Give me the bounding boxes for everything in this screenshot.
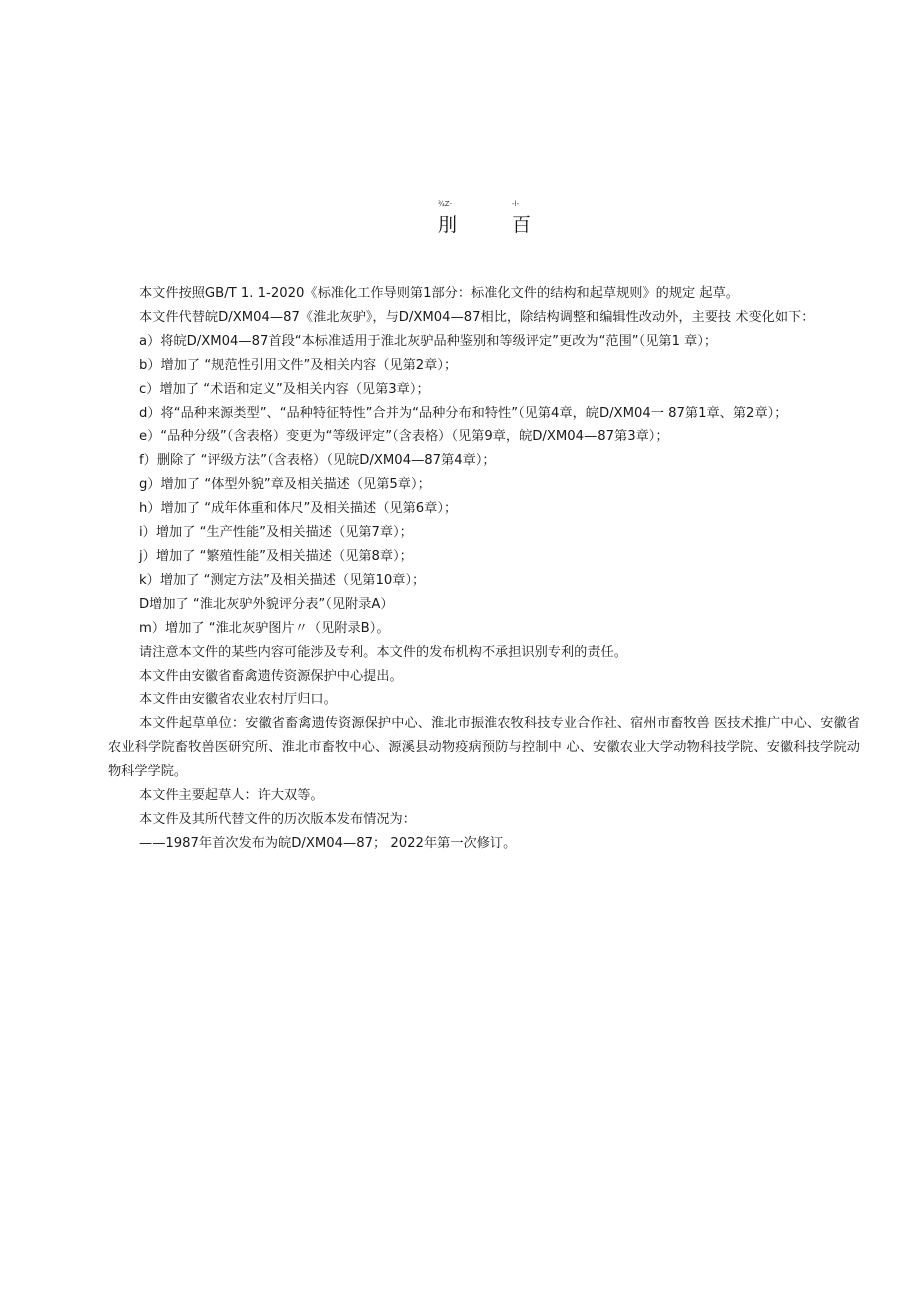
title-mark-left: ¾Z- <box>438 200 452 208</box>
list-item: D增加了 “淮北灰驴外貌评分表”（见附录A） <box>139 596 394 612</box>
paragraph: 本文件由安徽省农业农村厅归口。 <box>139 692 337 708</box>
list-item: b）增加了 “规范性引用文件”及相关内容（见第2章）； <box>139 357 458 373</box>
list-item: f）删除了 “评级方法”（含表格）（见皖D/XM04—87第4章）； <box>139 453 496 469</box>
list-item: k）增加了 “测定方法”及相关描述（见第10章）； <box>139 572 426 588</box>
paragraph: 本文件主要起草人：许大双等。 <box>139 788 324 804</box>
paragraph: 本文件代替皖D/XM04—87《淮北灰驴》，与D/XM04—87相比，除结构调整和编辑性改动外，主要技 术变化如下： <box>139 309 815 325</box>
list-item: d）将“品种来源类型”、“品种特征特性”合并为“品种分布和特性”（见第4章，皖D/XM04一 87第1章、第2章）； <box>139 405 788 421</box>
list-item: g）增加了 “体型外貌”章及相关描述（见第5章）； <box>139 477 431 493</box>
list-item: j）增加了 “繁殖性能”及相关描述（见第8章）； <box>139 548 413 564</box>
paragraph: 本文件按照GB/T 1. 1-2020《标准化工作导则第1部分：标准化文件的结构和起草规则》的规定 起草。 <box>139 286 739 301</box>
list-item: i）增加了 “生产性能”及相关描述（见第7章）； <box>139 525 413 541</box>
paragraph: ——1987年首次发布为皖D/XM04—87； 2022年第一次修订。 <box>139 835 517 851</box>
title-char-right: 百 <box>512 214 532 236</box>
list-item: c）增加了 “术语和定义”及相关内容（见第3章）； <box>139 381 430 397</box>
list-item: e）“品种分级”（含表格）变更为“等级评定”（含表格）（见第9章，皖D/XM04—87第3章）； <box>139 429 669 445</box>
paragraph: 本文件及其所代替文件的历次版本发布情况为： <box>139 811 416 827</box>
paragraph: 本文件由安徽省畜禽遗传资源保护中心提出。 <box>139 668 403 684</box>
title-mark-right: -l- <box>512 200 519 208</box>
paragraph: 请注意本文件的某些内容可能涉及专利。本文件的发布机构不承担识别专利的责任。 <box>139 644 627 660</box>
list-item: m）增加了 “淮北灰驴图片〃（见附录B）。 <box>139 620 390 636</box>
list-item: a）将皖D/XM04—87首段“本标准适用于淮北灰驴品种鉴别和等级评定”更改为“范围”（见第1 章）； <box>139 333 718 349</box>
list-item: h）增加了 “成年体重和体尺”及相关描述（见第6章）； <box>139 501 458 517</box>
document-body <box>108 282 860 856</box>
paragraph: 本文件起草单位：安徽省畜禽遗传资源保护中心、淮北市振淮农牧科技专业合作社、宿州市畜牧兽 医技术推广中心、安徽省农业科学院畜牧兽医研究所、淮北市畜牧中心、源溪县动物疫病预防与控制中 心、安徽农业大学动物科技学院、安徽科技学院动物科学学院。 <box>108 716 860 780</box>
title-char-left: 刖 <box>438 214 458 236</box>
